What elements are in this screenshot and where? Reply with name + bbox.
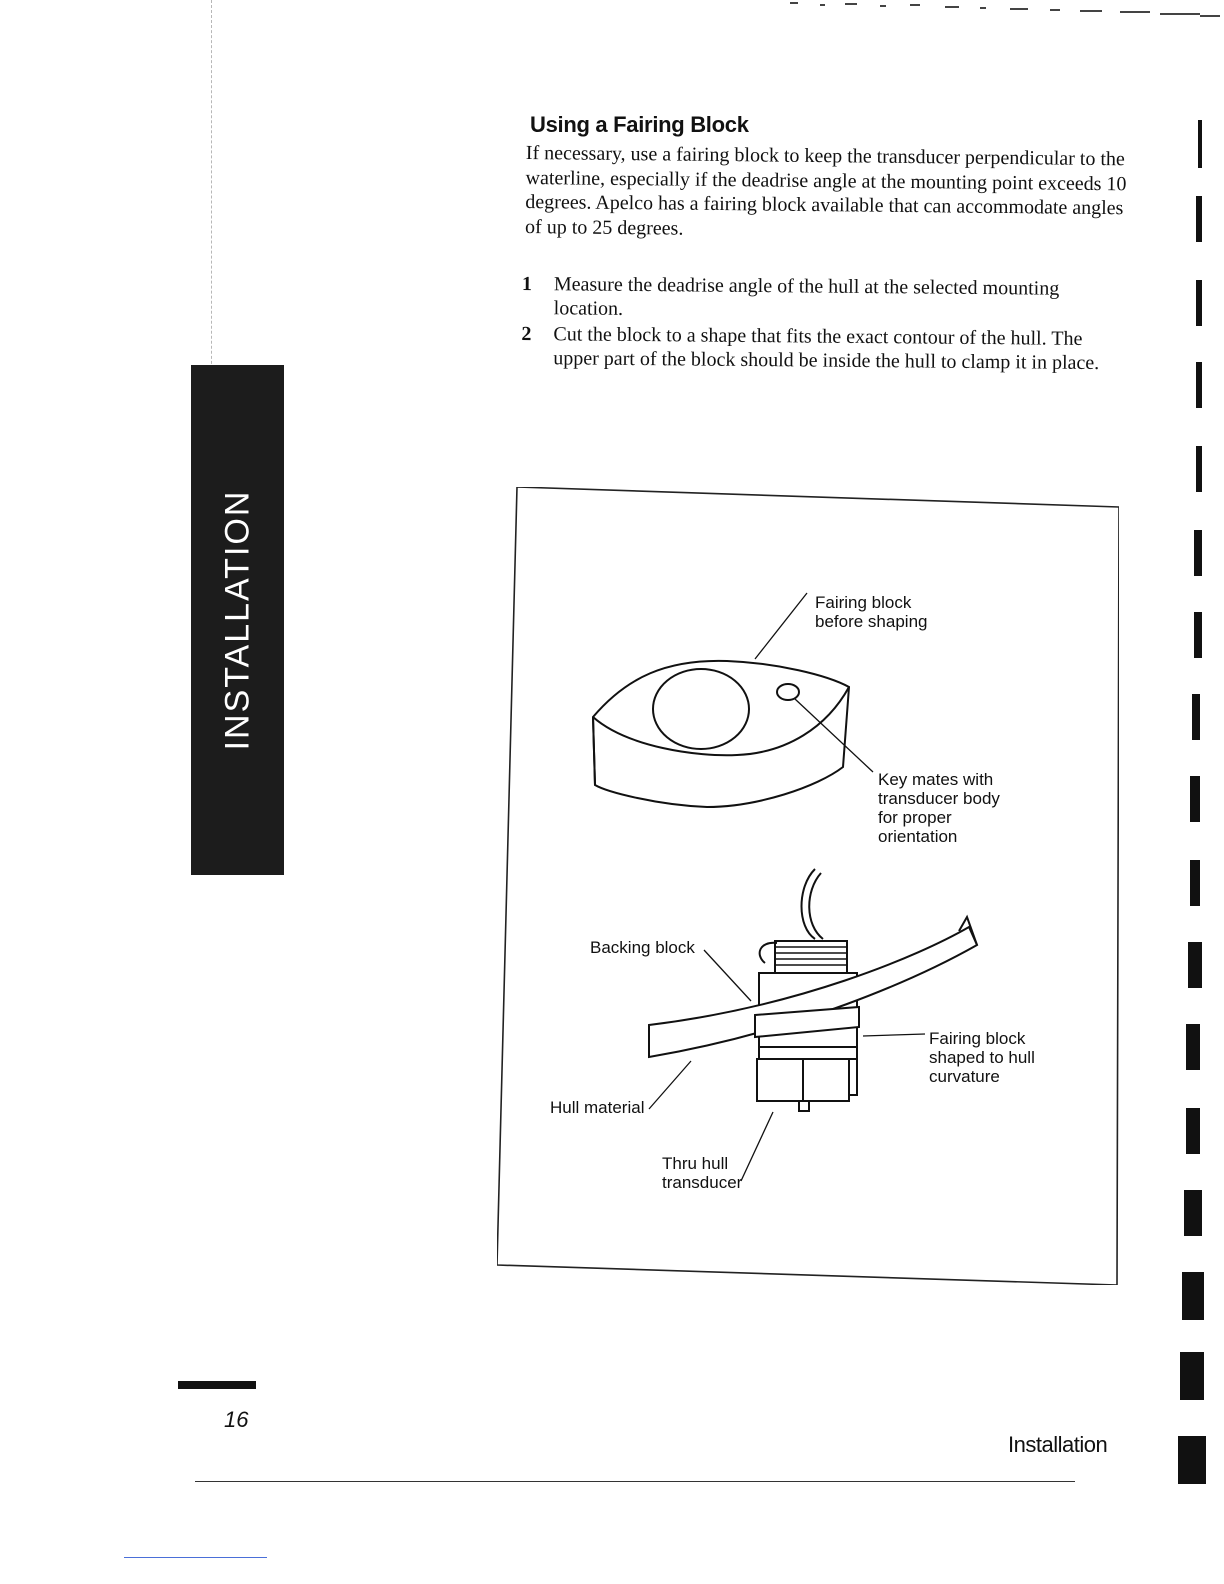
figure-frame: [497, 487, 1119, 1285]
fairing-block-drawing: [593, 661, 849, 807]
step-number: 1: [521, 272, 532, 296]
transducer-assembly-drawing: [649, 869, 977, 1111]
step-item: [521, 322, 1131, 375]
step-text: Cut the block to a shape that fits the exact contour of the hull. The upper part of the block should be inside the hull to clamp it in place.: [553, 323, 1100, 375]
step-item: [522, 272, 1132, 325]
figure-illustration: [497, 487, 1119, 1285]
leader-line: [649, 1061, 691, 1109]
scan-noise-top: [760, 0, 1224, 20]
step-text: Measure the deadrise angle of the hull at the selected mounting location.: [553, 273, 1060, 320]
bottom-edge-line: [124, 1557, 267, 1558]
step-number: 2: [521, 322, 532, 346]
label-thru-hull: Thru hull transducer: [662, 1154, 743, 1192]
binding-marks: [1176, 0, 1224, 1584]
intro-paragraph: If necessary, use a fairing block to keep the transducer perpendicular to the waterline, especially if the deadrise angle at the mounting point exceeds 10 degrees. Apelco has a fairing block available that can accommodate angles of up to 25 degrees.: [524, 141, 1127, 240]
footer-accent-bar: [178, 1381, 256, 1389]
label-fairing-before: Fairing block before shaping: [815, 593, 928, 631]
footer-section-name: Installation: [1008, 1432, 1108, 1457]
leader-line: [741, 1112, 773, 1181]
leader-line: [863, 1034, 925, 1036]
section-side-tab: [191, 365, 284, 875]
steps-list: [521, 272, 1132, 377]
section-title: Using a Fairing Block: [530, 112, 749, 137]
footer-rule: [195, 1481, 1075, 1482]
page-number: 16: [224, 1407, 249, 1432]
label-backing-block: Backing block: [590, 938, 695, 957]
label-hull-material: Hull material: [550, 1098, 645, 1117]
leader-line: [704, 950, 751, 1001]
label-fairing-shaped: Fairing block shaped to hull curvature: [929, 1029, 1035, 1086]
binding-edge: [1176, 0, 1224, 1584]
fairing-block-figure: [497, 487, 1119, 1285]
side-tab-label: INSTALLATION: [218, 489, 256, 751]
label-key-mates: Key mates with transducer body for proper orientation: [878, 770, 1000, 846]
leader-line: [755, 593, 807, 659]
